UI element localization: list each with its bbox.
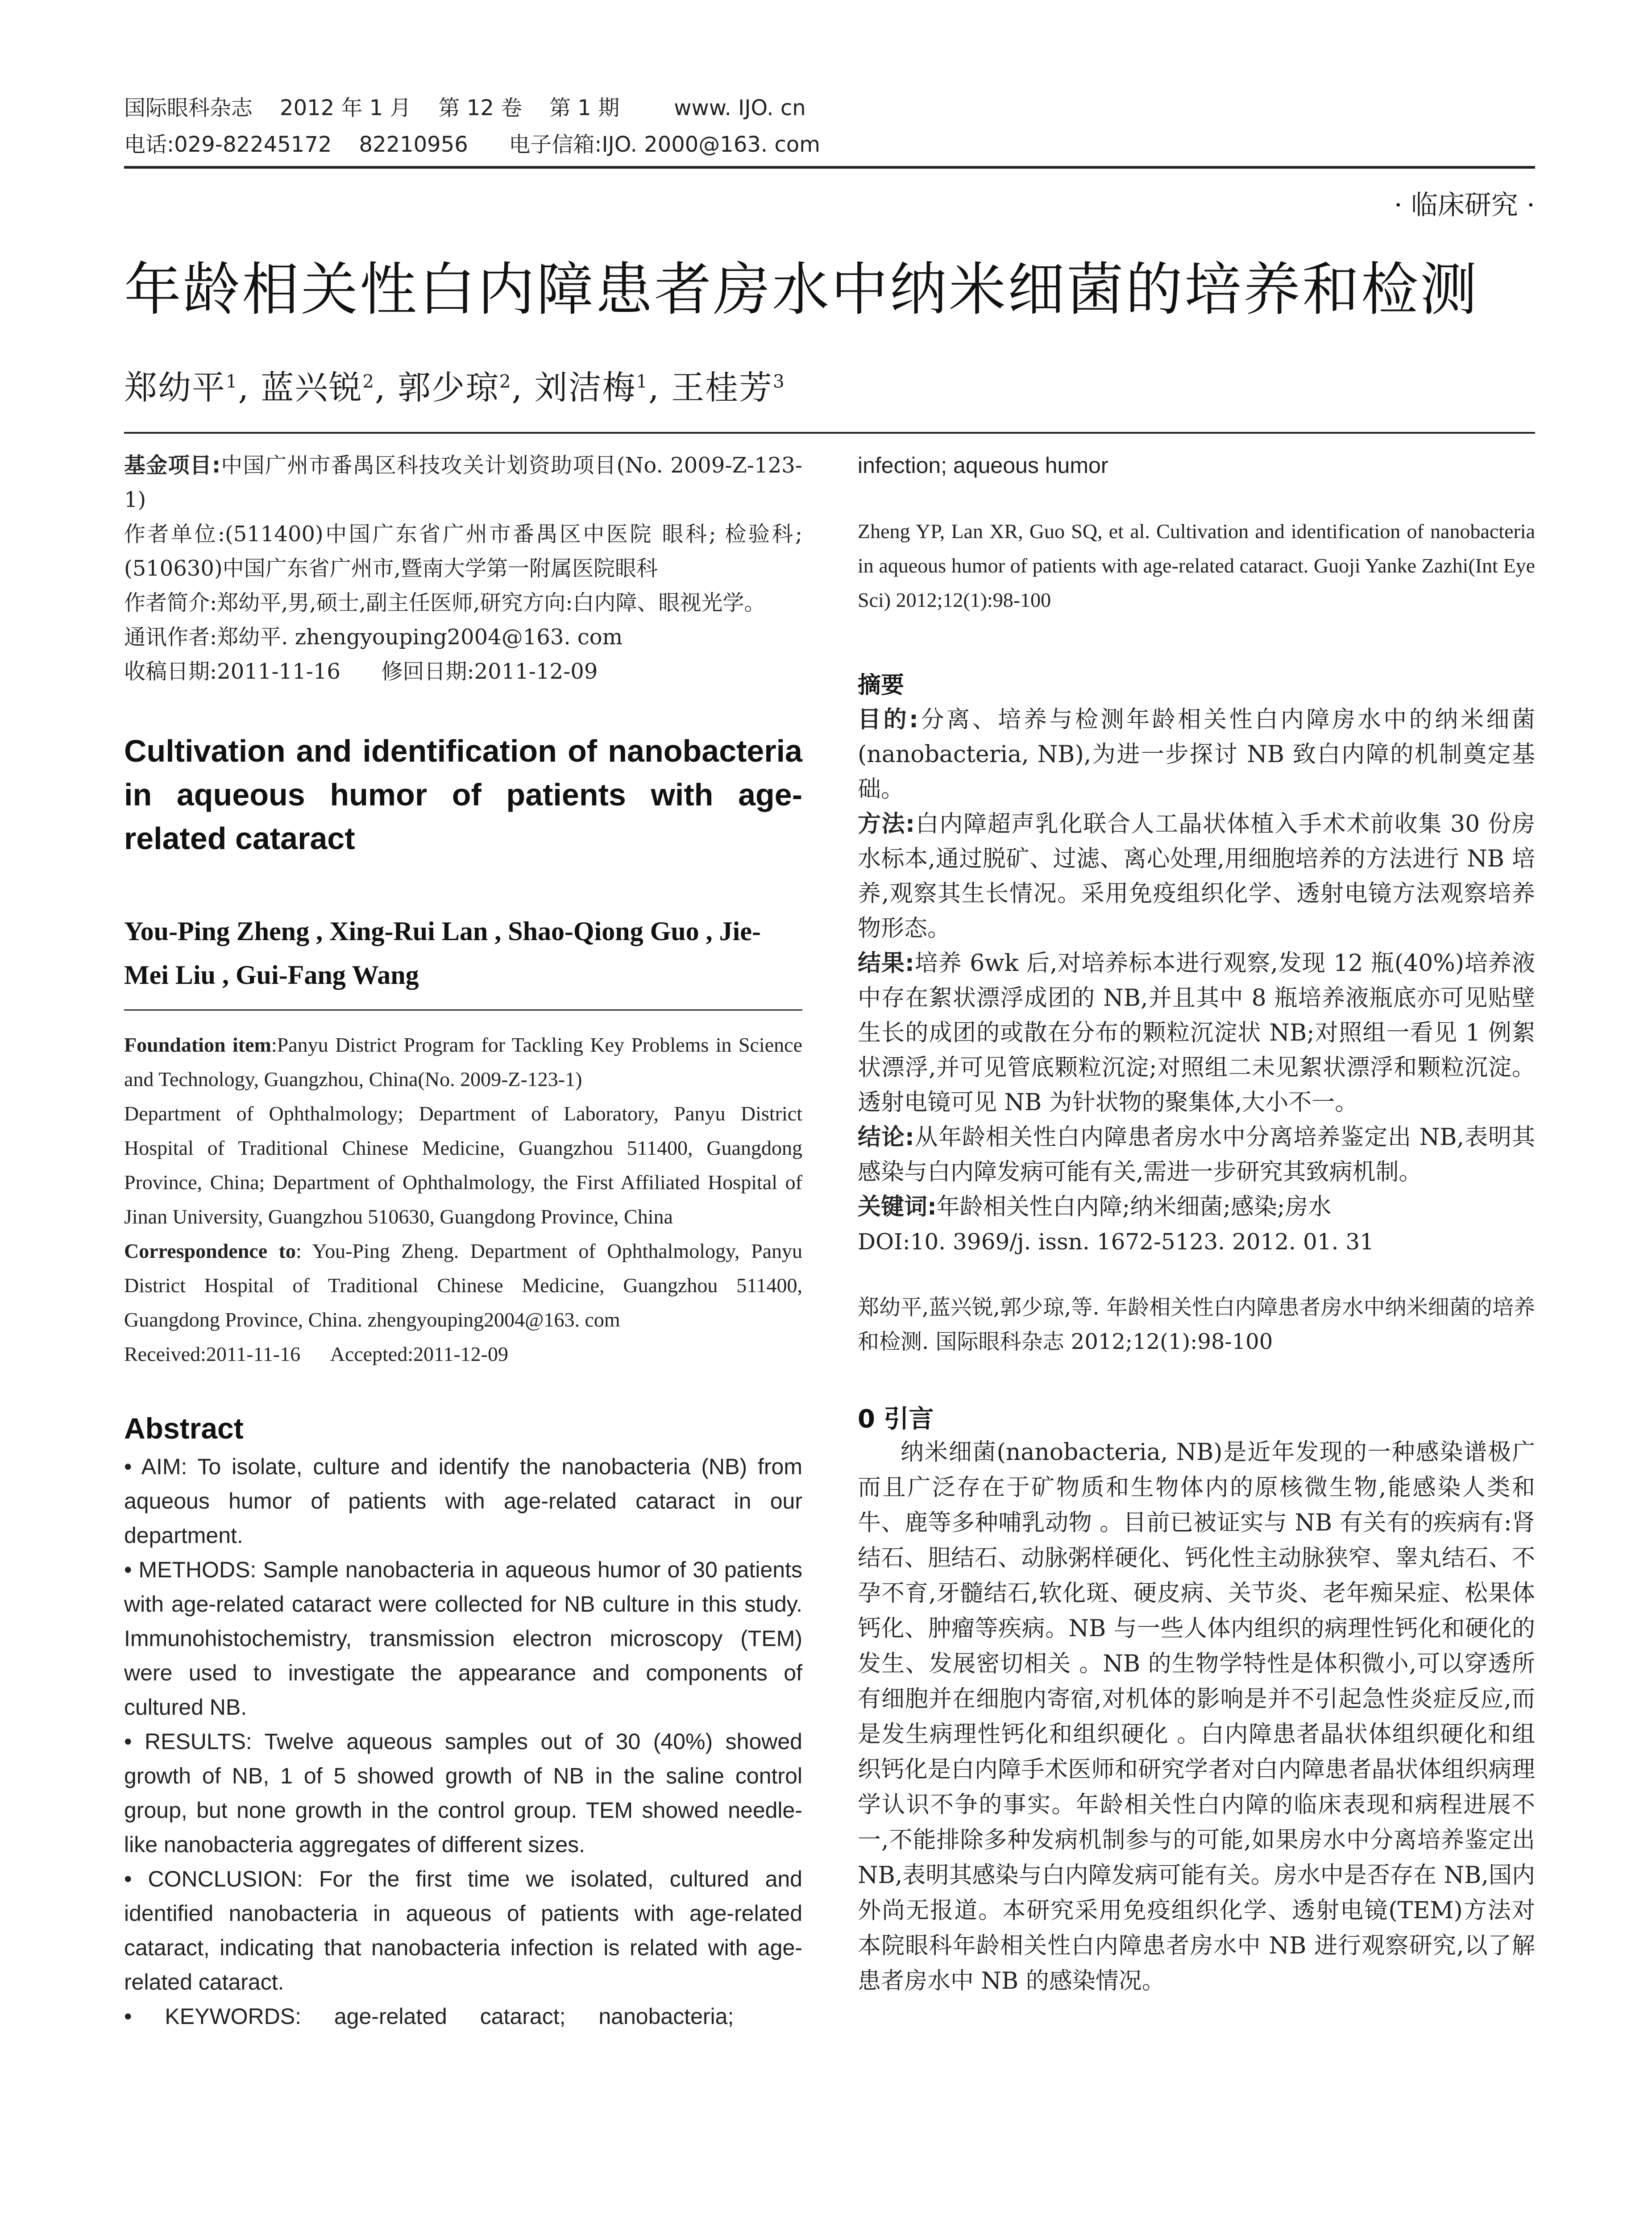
- result-text: 培养 6wk 后,对培养标本进行观察,发现 12 瓶(40%)培养液中存在絮状漂浮成团的 NB,并且其中 8 瓶培养液瓶底亦可见贴壁生长的成团的或散在分布的颗粒沉淀状 NB;对照组一看见 1 例絮状漂浮,并可见管底颗粒沉淀;对照组二未见絮状漂浮和颗粒沉淀。透射电镜可见 NB 为针状物的聚集体,大小不一。: [858, 950, 1535, 1116]
- en-dates: Received:2011-11-16 Accepted:2011-12-09: [124, 1343, 508, 1365]
- author-sep: ,: [238, 369, 249, 407]
- journal-header-line2: 电话:029-82245172 82210956 电子信箱:IJO. 2000@163. com: [124, 132, 820, 157]
- author-affil: 2: [499, 371, 512, 392]
- author-name: 王桂芳: [671, 369, 773, 407]
- header-rule: [124, 166, 1535, 169]
- fund-label: 基金项目:: [124, 453, 221, 478]
- cn-keywords: [858, 1190, 1535, 1224]
- cn-abstract-result: [858, 946, 1535, 1120]
- author-units: 作者单位:(511400)中国广东省广州市番禺区中医院 眼科; 检验科; (510630)中国广东省广州市,暨南大学第一附属医院眼科: [124, 522, 802, 581]
- page-title: 年龄相关性白内障患者房水中纳米细菌的培养和检测: [124, 257, 1479, 323]
- chinese-citation: 郑幼平,蓝兴锐,郭少琼,等. 年龄相关性白内障患者房水中纳米细菌的培养和检测. 国际眼科杂志 2012;12(1):98-100: [858, 1295, 1535, 1354]
- conclusion-text: 从年龄相关性白内障患者房水中分离培养鉴定出 NB,表明其感染与白内障发病可能有关,需进一步研究其致病机制。: [858, 1124, 1535, 1186]
- departments: Department of Ophthalmology; Department of Laboratory, Panyu District Hospital of Traditional Chinese Medicine, Guangzhou 511400, Guangdong Province, China; Department of Ophthalmology, the First Affiliated Hospital of Jinan University, Guangzhou 510630, Guangdong Province, China: [124, 1102, 802, 1228]
- method-label: 方法:: [858, 811, 915, 838]
- abstract-keywords: • KEYWORDS: age-related cataract; nanobacteria;: [124, 2004, 734, 2029]
- foundation-text: :Panyu District Program for Tackling Key Problems in Science and Technology, Guangzhou, China(No. 2009-Z-123-1): [124, 1033, 802, 1091]
- doi: DOI:10. 3969/j. issn. 1672-5123. 2012. 01. 31: [858, 1229, 1374, 1255]
- abstract-results: • RESULTS: Twelve aqueous samples out of 30 (40%) showed growth of NB, 1 of 5 showed growth of NB in the saline control group, but none growth in the control group. TEM showed needle-like nanobacteria aggregates of different sizes.: [124, 1729, 802, 1857]
- right-column: [858, 448, 1535, 1999]
- result-label: 结果:: [858, 950, 914, 977]
- introduction-heading: 0 引言: [858, 1405, 934, 1434]
- abstract-methods: • METHODS: Sample nanobacteria in aqueous humor of 30 patients with age-related cataract were collected for NB culture in this study. Immunohistochemistry, transmission electron microscopy (TEM) were used to investigate the appearance and components of cultured NB.: [124, 1557, 802, 1720]
- correspondence-text: : You-Ping Zheng. Department of Ophthalmology, Panyu District Hospital of Traditional Chinese Medicine, Guangzhou 511400, Guangdong Province, China. zhengyouping2004@163. com: [124, 1240, 802, 1331]
- journal-header-line1: 国际眼科杂志 2012 年 1 月 第 12 卷 第 1 期 www. IJO. cn: [124, 95, 806, 120]
- author-affil: 2: [362, 371, 375, 392]
- author-name: 郑幼平: [124, 369, 226, 407]
- author-affil: 3: [773, 371, 785, 392]
- author-name: 蓝兴锐: [261, 369, 363, 407]
- foundation-label: Foundation item: [124, 1033, 271, 1056]
- author-sep: ,: [374, 369, 386, 407]
- foundation-item: [124, 1028, 802, 1096]
- method-text: 白内障超声乳化联合人工晶状体植入手术术前收集 30 份房水标本,通过脱矿、过滤、离心处理,用细胞培养的方法进行 NB 培养,观察其生长情况。采用免疫组织化学、透射电镜方法观察培养物形态。: [858, 811, 1536, 942]
- en-authors-rule: [124, 1009, 802, 1011]
- author-intro: 作者简介:郑幼平,男,硕士,副主任医师,研究方向:白内障、眼视光学。: [124, 590, 766, 615]
- author-sep: ,: [511, 369, 523, 407]
- english-authors: You-Ping Zheng , Xing-Rui Lan , Shao-Qiong Guo , Jie-Mei Liu , Gui-Fang Wang: [124, 916, 761, 990]
- section-tag: · 临床研究 ·: [1394, 190, 1535, 221]
- cn-abstract-conclusion: [858, 1120, 1535, 1190]
- introduction-body: 纳米细菌(nanobacteria, NB)是近年发现的一种感染谱极广而且广泛存在于矿物质和生物体内的原核微生物,能感染人类和牛、鹿等多种哺乳动物 。目前已被证实与 NB 有关有的疾病有:肾结石、胆结石、动脉粥样硬化、钙化性主动脉狭窄、睾丸结石、不孕不育,牙髓结石,软化斑、硬皮病、关节炎、老年痴呆症、松果体钙化、肿瘤等疾病。NB 与一些人体内组织的病理性钙化和硬化的发生、发展密切相关 。NB 的生物学特性是体积微小,可以穿透所有细胞并在细胞内寄宿,对机体的影响是并不引起急性炎症反应,而是发生病理性钙化和组织硬化 。白内障患者晶状体组织硬化和组织钙化是白内障手术医师和研究学者对白内障患者晶状体组织病理学认识不争的事实。年龄相关性白内障的临床表现和病程进展不一,不能排除多种发病机制参与的可能,如果房水中分离培养鉴定出 NB,表明其感染与白内障发病可能有关。房水中是否存在 NB,国内外尚无报道。本研究采用免疫组织化学、透射电镜(TEM)方法对本院眼科年龄相关性白内障患者房水中 NB 进行观察研究,以了解患者房水中 NB 的感染情况。: [858, 1439, 1535, 1995]
- abstract-aim: • AIM: To isolate, culture and identify the nanobacteria (NB) from aqueous humor of patients with age-related cataract in our department.: [124, 1454, 802, 1548]
- keywords-continued: infection; aqueous humor: [858, 453, 1108, 478]
- authors-rule: [124, 432, 1535, 434]
- conclusion-label: 结论:: [858, 1124, 914, 1151]
- correspondence: [124, 1234, 802, 1337]
- chinese-abstract-heading: 摘要: [858, 672, 905, 699]
- author-affil: 1: [226, 371, 238, 392]
- keywords-label: 关键词:: [858, 1194, 937, 1220]
- fund-text: 中国广州市番禺区科技攻关计划资助项目(No. 2009-Z-123-1): [124, 453, 802, 512]
- english-citation: Zheng YP, Lan XR, Guo SQ, et al. Cultivation and identification of nanobacteria in aqueous humor of patients with age-related cataract. Guoji Yanke Zazhi(Int Eye Sci) 2012;12(1):98-100: [858, 520, 1535, 611]
- keywords-text: 年龄相关性白内障;纳米细菌;感染;房水: [936, 1194, 1332, 1220]
- author-sep: ,: [648, 369, 660, 407]
- english-title: Cultivation and identification of nanobacteria in aqueous humor of patients with age-related cataract: [124, 734, 802, 856]
- fund-info: [124, 448, 802, 517]
- cn-abstract-goal: [858, 702, 1535, 807]
- author-name: 刘洁梅: [534, 369, 636, 407]
- author-list: [124, 361, 1535, 409]
- author-name: 郭少琼: [398, 369, 500, 407]
- cn-abstract-method: [858, 807, 1535, 946]
- abstract-heading: Abstract: [124, 1412, 244, 1445]
- left-column: [124, 448, 802, 2034]
- abstract-conclusion: • CONCLUSION: For the first time we isolated, cultured and identified nanobacteria in aqueous of patients with age-related cataract, indicating that nanobacteria infection is related with age-related cataract.: [124, 1866, 802, 1995]
- corresponding-author: 通讯作者:郑幼平. zhengyouping2004@163. com: [124, 625, 623, 650]
- author-affil: 1: [636, 371, 648, 392]
- goal-label: 目的:: [858, 706, 918, 733]
- received-dates: 收稿日期:2011-11-16 修回日期:2011-12-09: [124, 659, 598, 684]
- goal-text: 分离、培养与检测年龄相关性白内障房水中的纳米细菌(nanobacteria, NB),为进一步探讨 NB 致白内障的机制奠定基础。: [858, 706, 1535, 803]
- correspondence-label: Correspondence to: [124, 1240, 296, 1262]
